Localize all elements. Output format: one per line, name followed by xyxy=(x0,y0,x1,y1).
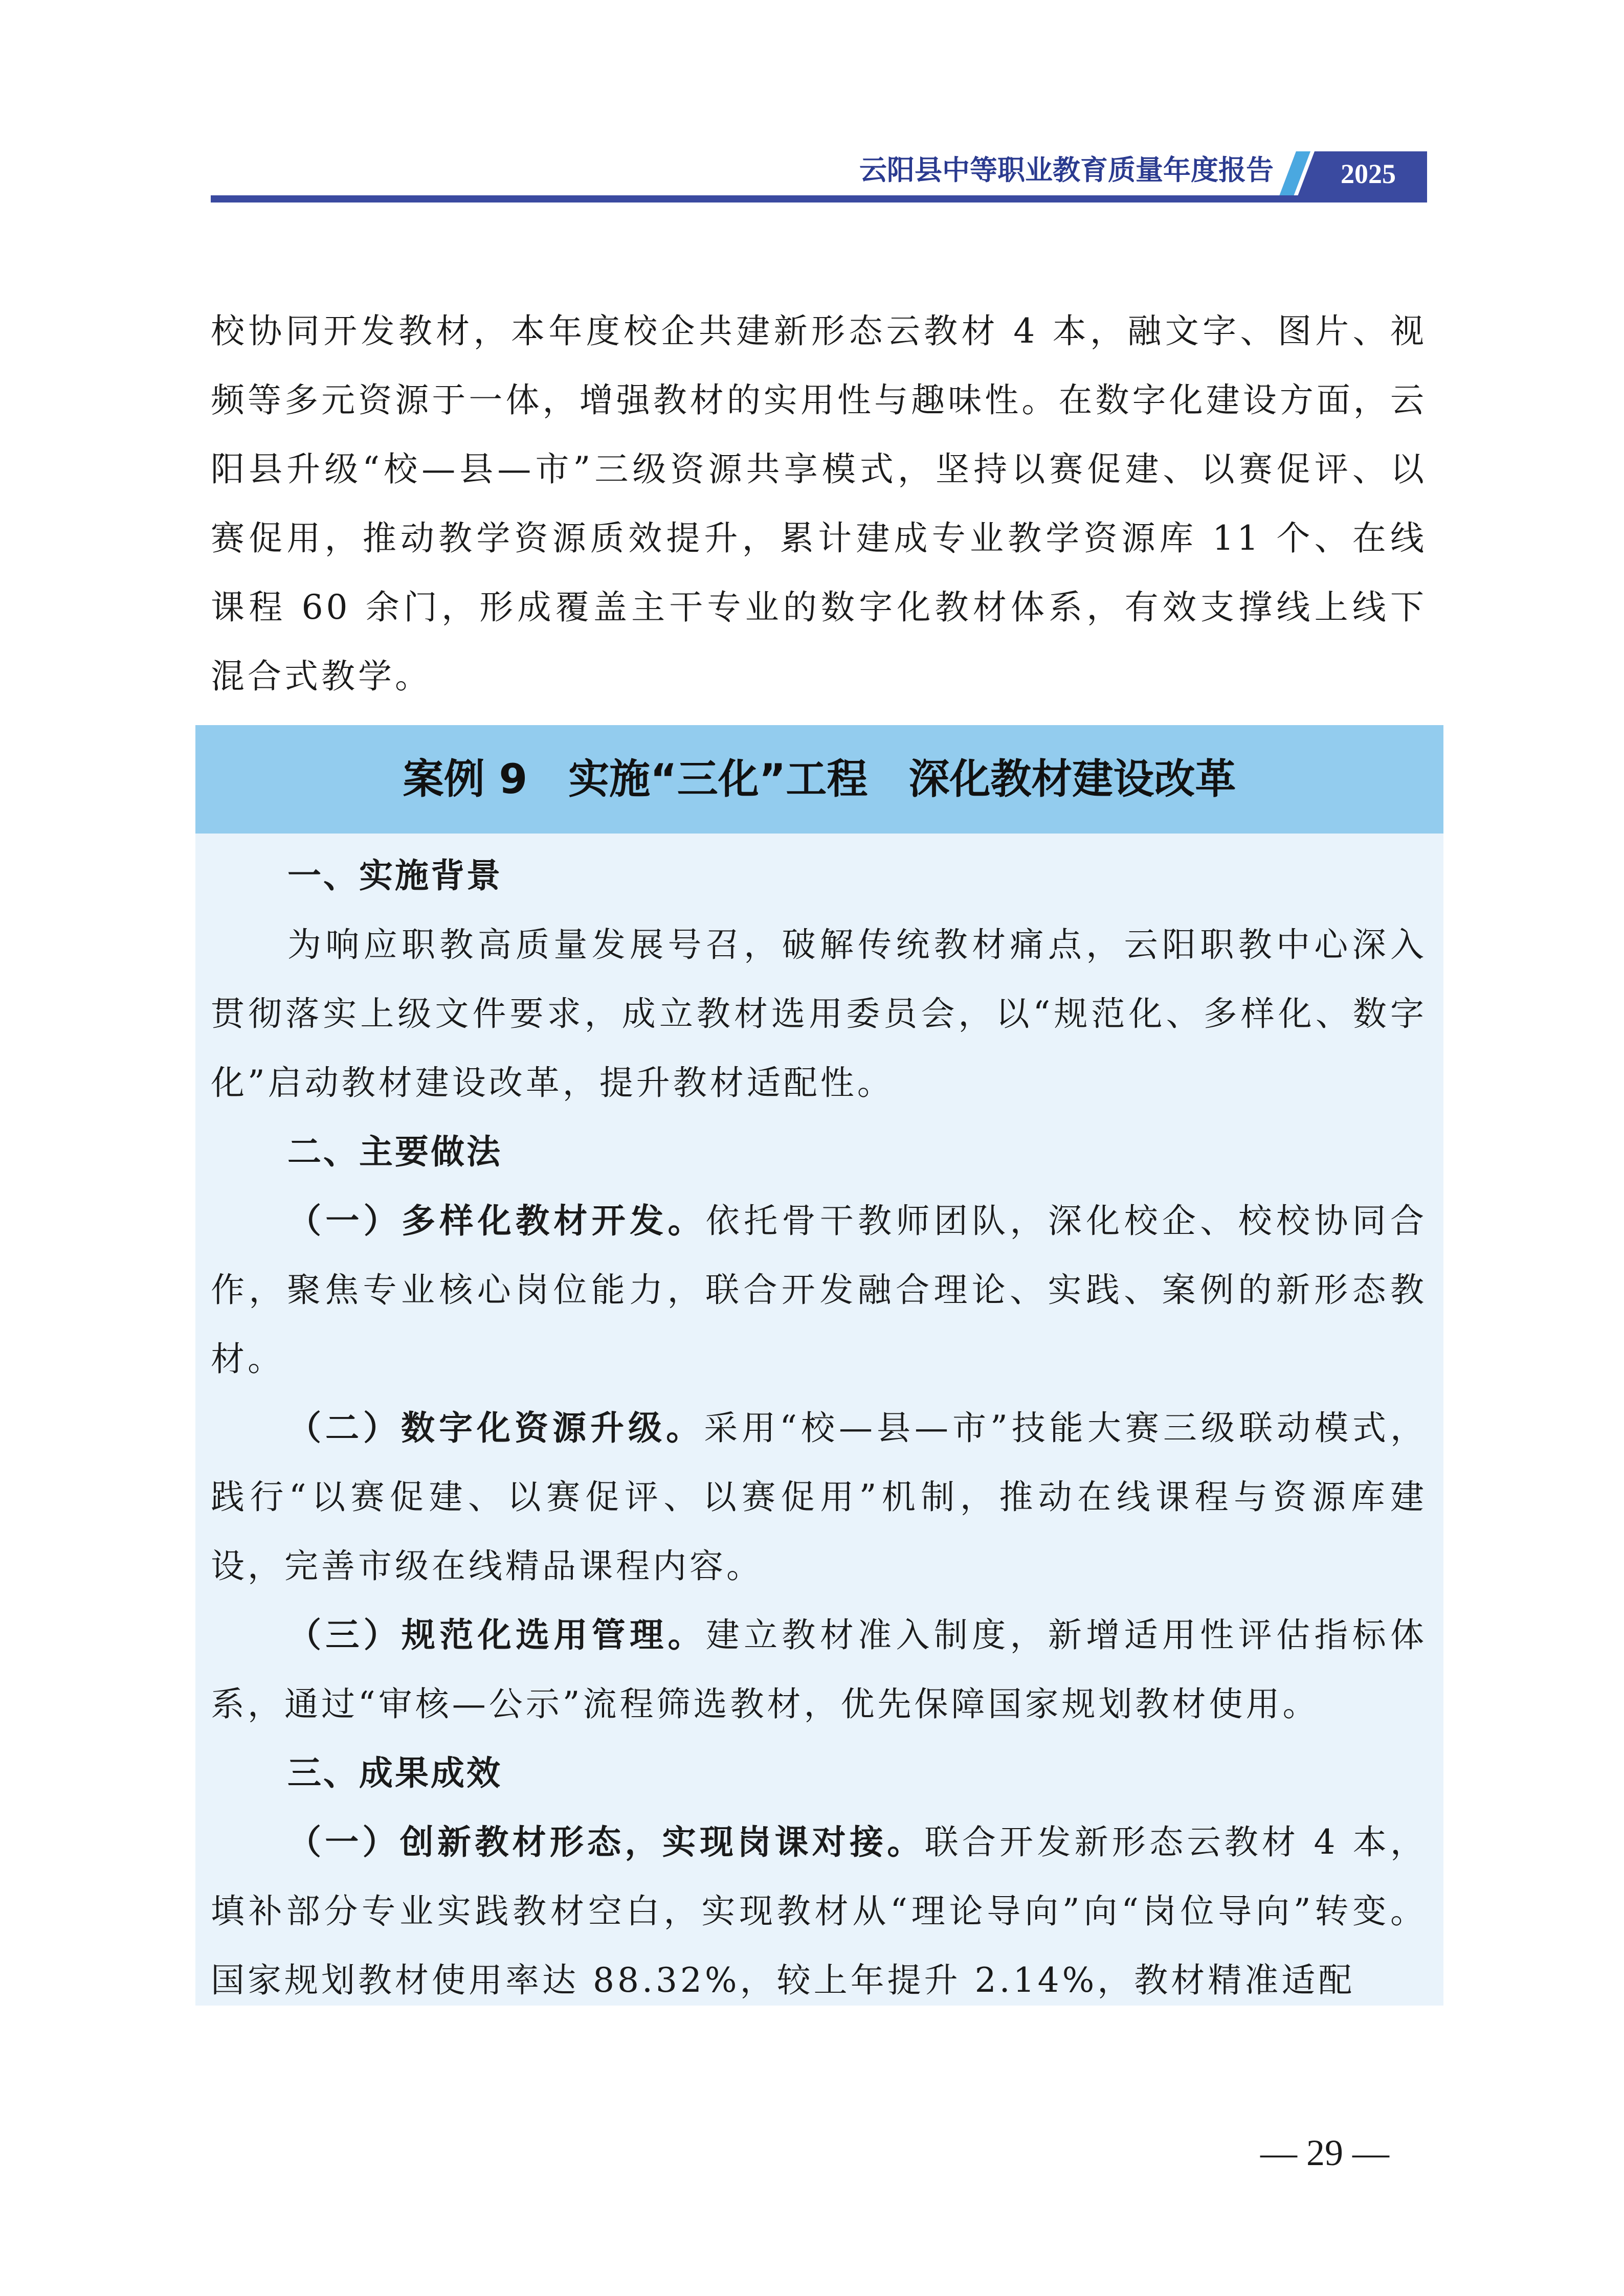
measure-item-1-text: 依托骨干教师团队，深化校企、校校协同合作，聚焦专业核心岗位能力，联合开发融合理论、实践、案例的新形态教材。 xyxy=(211,1201,1428,1379)
result-item-1 xyxy=(211,1808,1427,2015)
report-title: 云阳县中等职业教育质量年度报告 xyxy=(859,153,1274,186)
case-title: 案例 9 实施“三化”工程 深化教材建设改革 xyxy=(403,755,1236,803)
page-number: — 29 — xyxy=(1260,2132,1389,2173)
measure-item-3-lead: （三）规范化选用管理。 xyxy=(287,1615,706,1655)
section-heading-results: 三、成果成效 xyxy=(287,1753,502,1793)
measure-item-2-text: 采用“校—县—市”技能大赛三级联动模式，践行“以赛促建、以赛促评、以赛促用”机制，推动在线课程与资源库建设，完善市级在线精品课程内容。 xyxy=(211,1408,1428,1586)
header-rule xyxy=(211,195,1427,202)
section-heading-background: 一、实施背景 xyxy=(287,856,502,895)
result-item-1-lead: （一）创新教材形态，实现岗课对接。 xyxy=(287,1822,925,1862)
section-background-text: 为响应职教高质量发展号召，破解传统教材痛点，云阳职教中心深入贯彻落实上级文件要求，成立教材选用委员会，以“规范化、多样化、数字化”启动教材建设改革，提升教材适配性。 xyxy=(211,925,1427,1102)
report-year: 2025 xyxy=(1341,159,1396,189)
section-heading-measures: 二、主要做法 xyxy=(287,1132,502,1172)
intro-paragraph: 校协同开发教材，本年度校企共建新形态云教材 4 本，融文字、图片、视频等多元资源于一体，增强教材的实用性与趣味性。在数字化建设方面，云阳县升级“校—县—市”三级资源共享模式，坚持以赛促建、以赛促评、以赛促用，推动教学资源质效提升，累计建成专业教学资源库 11 个、在线课程 60 余门，形成覆盖主干专业的数字化教材体系，有效支撑线上线下混合式教学。 xyxy=(211,311,1427,696)
measure-item-3 xyxy=(211,1601,1427,1739)
measure-item-1-lead: （一）多样化教材开发。 xyxy=(287,1201,706,1241)
case-content xyxy=(211,841,1427,2015)
measure-item-2-lead: （二）数字化资源升级。 xyxy=(287,1408,704,1448)
measure-item-2 xyxy=(211,1393,1427,1601)
measure-item-3-text: 建立教材准入制度，新增适用性评估指标体系，通过“审核—公示”流程筛选教材，优先保障国家规划教材使用。 xyxy=(211,1615,1428,1724)
result-item-1-text: 联合开发新形态云教材 4 本，填补部分专业实践教材空白，实现教材从“理论导向”向“岗位导向”转变。国家规划教材使用率达 88.32%，较上年提升 2.14%，教材精准适配 xyxy=(211,1822,1427,2000)
measure-item-1 xyxy=(211,1186,1427,1393)
